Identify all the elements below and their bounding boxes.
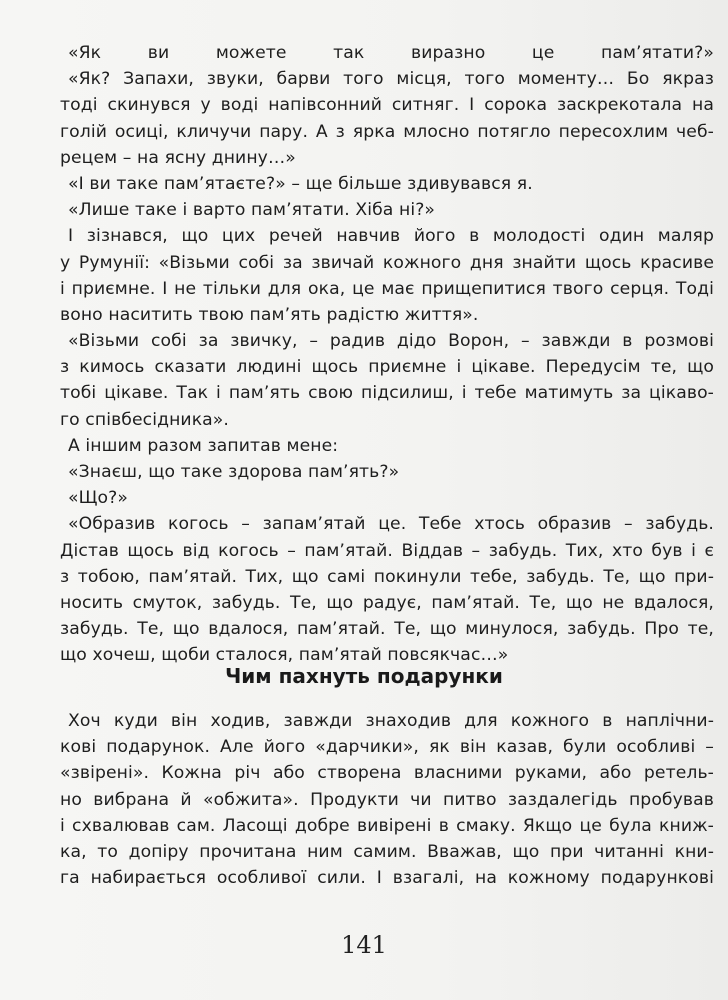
text-line: Хоч куди він ходив, завжди знаходив для кожного в наплічни- — [68, 711, 714, 731]
text-section-gifts — [60, 708, 714, 891]
text-line: кові подарунок. Але його «дарчики», як він казав, були особливі – — [60, 737, 714, 758]
text-line: «Лише таке і варто пам’ятати. Хіба ні?» — [68, 200, 436, 221]
text-line: го співбесідника». — [60, 409, 229, 430]
text-line: з тобою, пам’ятай. Тих, що самі покинули тебе, забудь. Те, що при- — [60, 566, 714, 587]
text-line: тобі цікаве. Так і пам’ять свою підсилиш, і тебе матимуть за цікаво- — [60, 383, 714, 404]
text-line: тоді скинувся у воді напівсонний ситняг. І сорока заскрекотала на — [60, 95, 714, 116]
text-line: А іншим разом запитав мене: — [68, 435, 339, 456]
text-line: і схвалював сам. Ласощі добре вивірені в смаку. Якщо це була книж- — [60, 815, 714, 836]
text-line: носить смуток, забудь. Те, що радує, пам’ятай. Те, що не вдалося, — [60, 592, 714, 613]
text-line: рецем – на ясну днину…» — [60, 147, 296, 168]
text-line: з кимось сказати людині щось приємне і цікаве. Передусім те, що — [60, 357, 714, 378]
text-line: «І ви таке пам’ятаєте?» – ще більше здивувався я. — [68, 173, 533, 194]
text-line: ка, то допіру прочитана ним самим. Вважав, що при читанні кни- — [60, 841, 714, 862]
text-line: що хочеш, щоби сталося, пам’ятай повсякчас…» — [60, 645, 509, 666]
text-line: га набирається особливої сили. І взагалі, на кожному подарункові — [60, 868, 714, 889]
text-line: забудь. Те, що вдалося, пам’ятай. Те, що минулося, забудь. Про те, — [60, 619, 714, 640]
text-line: голій осиці, кличучи пару. А з ярка млосно потягло пересохлим чеб- — [60, 121, 714, 142]
text-line: воно наситить твою пам’ять радістю життя». — [60, 304, 479, 325]
text-section-memory — [60, 40, 714, 669]
text-line: «Як ви можете так виразно це пам’ятати?» — [68, 43, 714, 63]
text-line: «звірені». Кожна річ або створена власними руками, або ретель- — [60, 763, 714, 784]
text-line: «Що?» — [68, 488, 128, 509]
text-line: «Візьми собі за звичку, – радив дідо Ворон, – завжди в розмові — [68, 331, 714, 352]
text-line: «Образив когось – запам’ятай це. Тебе хтось образив – забудь. — [68, 514, 714, 535]
text-line: І зізнався, що цих речей навчив його в молодості один маляр — [68, 226, 714, 247]
text-line: «Як? Запахи, звуки, барви того місця, того моменту… Бо якраз — [68, 69, 714, 90]
text-line: у Румунії: «Візьми собі за звичай кожного дня знайти щось красиве — [60, 252, 714, 273]
text-line: но вибрана й «обжита». Продукти чи питво заздалегідь пробував — [60, 789, 714, 810]
section-heading: Чим пахнуть подарунки — [225, 664, 503, 688]
page-number: 141 — [341, 931, 387, 959]
text-line: «Знаєш, що таке здорова пам’ять?» — [68, 462, 400, 482]
text-line: Дістав щось від когось – пам’ятай. Віддав – забудь. Тих, хто був і є — [60, 540, 714, 561]
text-line: і приємне. І не тільки для ока, це має прищепитися твого серця. Тоді — [60, 278, 714, 299]
